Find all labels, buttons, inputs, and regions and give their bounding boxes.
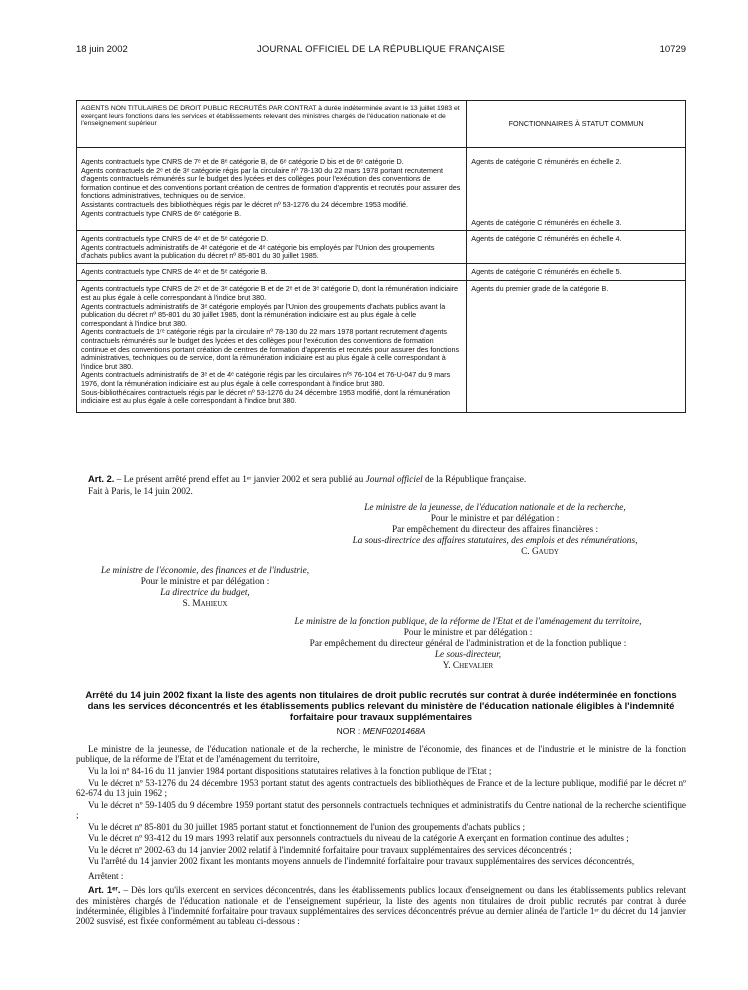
signature-role: La sous-directrice des affaires statutaires, des emplois et des rémunérations,: [352, 536, 638, 546]
signature-minister: Le ministre de la fonction publique, de la réforme de l'Etat et de l'aménagement du territoire,: [294, 617, 642, 627]
table-cell-line: Sous-bibliothécaires contractuels régis par le décret nº 53-1276 du 24 décembre 1953 modifié, dont la rémunération indiciaire est au plus égale à celle correspondant à l'indice brut 380.: [81, 387, 451, 406]
table-header-left: AGENTS NON TITULAIRES DE DROIT PUBLIC RECRUTÉS PAR CONTRAT à durée indéterminée avant le 13 juillet 1983 et exerçant leurs fonctions dans les services et établissements relevant des ministres chargés de l'éducation nationale et de l'enseignement supérieur: [77, 101, 467, 148]
decree-paragraph: Vu l'arrêté du 14 janvier 2002 fixant les montants moyens annuels de l'indemnité forfaitaire pour travaux supplémentaires des services déconcentrés,: [88, 856, 635, 867]
table-row: [77, 148, 686, 231]
table-cell-left: [77, 263, 467, 281]
table-cell-line: Assistants contractuels des bibliothèques régis par le décret nº 53-1276 du 24 décembre 1953 modifié.: [81, 199, 409, 209]
signature-name: C. Gaudy: [521, 547, 559, 557]
signature-block-civil-service: [250, 617, 686, 672]
decree-paragraph: Vu le décret nº 53-1276 du 24 décembre 1953 portant statut des agents contractuels des bibliothèques de France et de la lecture publique, modifié par le décret nº 62-674 du 13 juin 1962 ;: [76, 777, 686, 798]
signature-minister: Le ministre de l'économie, des finances et de l'industrie,: [100, 566, 310, 576]
nor-line: [76, 726, 686, 736]
done-at-line: Fait à Paris, le 14 juin 2002.: [88, 487, 193, 497]
table-cell-right: [467, 263, 686, 281]
table-cell-line: Agents contractuels administratifs de 3ᵉ et de 4ᵉ catégorie régis par les circulaires nºˢ 76-104 et 76-U-047 du 9 mars 1976, dont la rémunération indiciaire est au plus égale à celle correspondant à l'indice brut 380.: [81, 370, 451, 388]
signature-role: Le sous-directeur,: [434, 650, 502, 660]
decree-paragraph: Vu le décret nº 85-801 du 30 juillet 1985 portant statut et fonctionnement de l'union des groupements d'achats publics ;: [88, 821, 526, 832]
signature-block-education: [330, 503, 660, 558]
table-cell-line: Agents contractuels type CNRS de 6ᵉ catégorie B.: [81, 208, 242, 218]
signature-delegation: Pour le ministre et par délégation :: [403, 628, 533, 638]
table-header-row: [77, 101, 686, 148]
table-cell-line: Agents contractuels de 1ʳᵉ catégorie régis par la circulaire nº 78-130 du 22 mars 1978 portant recrutement d'agents contractuels rémunérés sur le budget des lycées et des collèges pour l'exécution des conventions de formation continue et des conventions portant création de centres de formation d'apprentis et recrutés pour assurer des fonctions administratives, techniques ou de service, dont la rémunération indiciaire est au plus égale à celle correspondant à l'indice brut 380.: [81, 327, 460, 371]
table-cell-line: Agents du premier grade de la catégorie B.: [471, 284, 609, 294]
article-2-label: Art. 2.: [88, 474, 115, 484]
signature-block-economy: [60, 566, 350, 610]
table-cell-line: Agents de catégorie C rémunérés en échelle 5.: [471, 266, 622, 276]
table-cell-line: Agents contractuels type CNRS de 2ᵉ et de 3ᵉ catégorie B et de 2ᵉ et de 3ᵉ catégorie D, dont la rémunération indiciaire est au plus égale à celle correspondant à l'indice brut 380.: [81, 284, 459, 302]
signature-impediment: Par empêchement du directeur des affaires financières :: [391, 525, 599, 535]
table-row: [77, 281, 686, 412]
table-cell-left: [77, 281, 467, 412]
article-1-label: Art. 1ᵉʳ.: [88, 885, 121, 896]
signature-impediment: Par empêchement du directeur général de l'administration et de la fonction publique :: [309, 639, 627, 649]
table-cell-line: Agents de catégorie C rémunérés en échelle 3.: [471, 218, 622, 228]
article-2: [76, 474, 686, 486]
table-row: [77, 231, 686, 264]
decree-title: Arrêté du 14 juin 2002 fixant la liste des agents non titulaires de droit public recrutés sur contrat à durée indéterminée en fonctions dans les services déconcentrés et les établissements publics relevant du ministère de l'éducation nationale éligibles à l'indemnité forfaitaire pour travaux supplémentaires: [85, 690, 677, 723]
table-cell-right: [467, 231, 686, 264]
table-cell-right: [467, 148, 686, 231]
decree-paragraph: Vu le décret nº 93-412 du 19 mars 1993 relatif aux personnels contractuels du niveau de la catégorie A exerçant en formation continue des adultes ;: [88, 833, 629, 844]
table-cell-line: Agents contractuels administratifs de 3ᵉ catégorie employés par l'Union des groupements d'achats publics avant la publication du décret nº 85-801 du 30 juillet 1985, dont la rémunération indiciaire est au plus égale à celle correspondant à l'indice brut 380.: [81, 301, 446, 328]
decree-article-1: [76, 885, 686, 927]
decree-paragraph: Vu le décret nº 59-1405 du 9 décembre 1959 portant statut des personnels contractuels techniques et administratifs du Centre national de la recherche scientifique ;: [76, 799, 686, 820]
nor-label: NOR :: [336, 726, 363, 736]
signature-role: La directrice du budget,: [160, 588, 250, 598]
signature-delegation: Pour le ministre et par délégation :: [140, 577, 270, 587]
signature-delegation: Pour le ministre et par délégation :: [430, 514, 560, 524]
signature-name: Y. Chevalier: [442, 661, 494, 671]
table-cell-left: [77, 148, 467, 231]
decree-paragraph: Vu le décret nº 2002-63 du 14 janvier 2002 relatif à l'indemnité forfaitaire pour travaux supplémentaires des services déconcentrés ;: [88, 844, 572, 855]
table-cell-line: Agents contractuels type CNRS de 4ᵉ et de 5ᵉ catégorie B.: [81, 266, 268, 276]
signature-minister: Le ministre de la jeunesse, de l'éducation nationale et de la recherche,: [364, 503, 626, 513]
decree-paragraph: Vu la loi nº 84-16 du 11 janvier 1984 portant dispositions statutaires relatives à la fonction publique de l'Etat ;: [88, 766, 492, 776]
header-date: 18 juin 2002: [76, 44, 128, 55]
table-cell-line: Agents contractuels administratifs de 4ᵉ catégorie et de 4ᵉ catégorie bis employés par l'Union des groupements d'achats publics avant la publication du décret nº 85-801 du 30 juillet 1985.: [81, 242, 435, 261]
table-cell-line: Agents de catégorie C rémunérés en échelle 2.: [471, 157, 622, 166]
table-cell-line: Agents contractuels de 2ᵉ et de 3ᵉ catégorie régis par la circulaire nº 78-130 du 22 mars 1978 portant recrutement d'agents contractuels rémunérés sur le budget des lycées et des collèges pour l'exécution des conventions de formation continue et des conventions portant création de centres de formation d'apprentis et recrutés pour assurer des fonctions administratives, techniques ou de service.: [81, 165, 461, 201]
decree-arretent: Arrêtent :: [88, 870, 124, 881]
table-cell-right-stack: [471, 158, 681, 228]
header-journal-title: JOURNAL OFFICIEL DE LA RÉPUBLIQUE FRANÇAISE: [256, 44, 506, 55]
decree-body: [76, 744, 686, 928]
article-2-text-after: de la République française.: [422, 475, 527, 485]
table-row: [77, 263, 686, 281]
table-cell-right: [467, 281, 686, 412]
article-1-text: – Dès lors qu'ils exercent en services déconcentrés, dans les établissements publics locaux d'enseignement ou dans les établissements publics relevant des ministères chargés de l'éducation nationale et de l'enseignement supérieur, la liste des agents non titulaires de droit public recrutés par contrat à durée indéterminée, éligibles à l'indemnité forfaitaire pour travaux supplémentaires des services déconcentrés prévue au dernier alinéa de l'article 1ᵉʳ du décret du 14 janvier 2002 susvisé, est fixée conformément au tableau ci-dessous :: [76, 885, 686, 927]
header-page-number: 10729: [659, 44, 686, 55]
table-cell-left: [77, 231, 467, 264]
page-header: [76, 44, 686, 58]
nor-code: MENF0201468A: [362, 726, 426, 736]
article-2-journal: Journal officiel: [365, 475, 423, 485]
signature-name: S. Mahieux: [182, 599, 228, 609]
table-cell-line: Agents de catégorie C rémunérés en échelle 4.: [471, 234, 622, 243]
table-cell-line: Agents contractuels type CNRS de 4ᵉ et de 5ᵉ catégorie D.: [81, 234, 269, 243]
grade-correspondence-table: [76, 100, 686, 413]
decree-paragraph: Le ministre de la jeunesse, de l'éducation nationale et de la recherche, le ministre de l'économie, des finances et de l'industrie et le ministre de la fonction publique, de la réforme de l'Etat et de l'aménagement du territoire,: [76, 744, 686, 765]
table-cell-line: Agents contractuels type CNRS de 7ᵉ et de 8ᵉ catégorie B, de 6ᵉ catégorie D bis et de 6ᵉ catégorie D.: [81, 157, 404, 166]
table-header-right: FONCTIONNAIRES À STATUT COMMUN: [467, 101, 686, 148]
article-2-text-before: – Le présent arrêté prend effet au 1ᵉʳ janvier 2002 et sera publié au: [114, 475, 366, 485]
